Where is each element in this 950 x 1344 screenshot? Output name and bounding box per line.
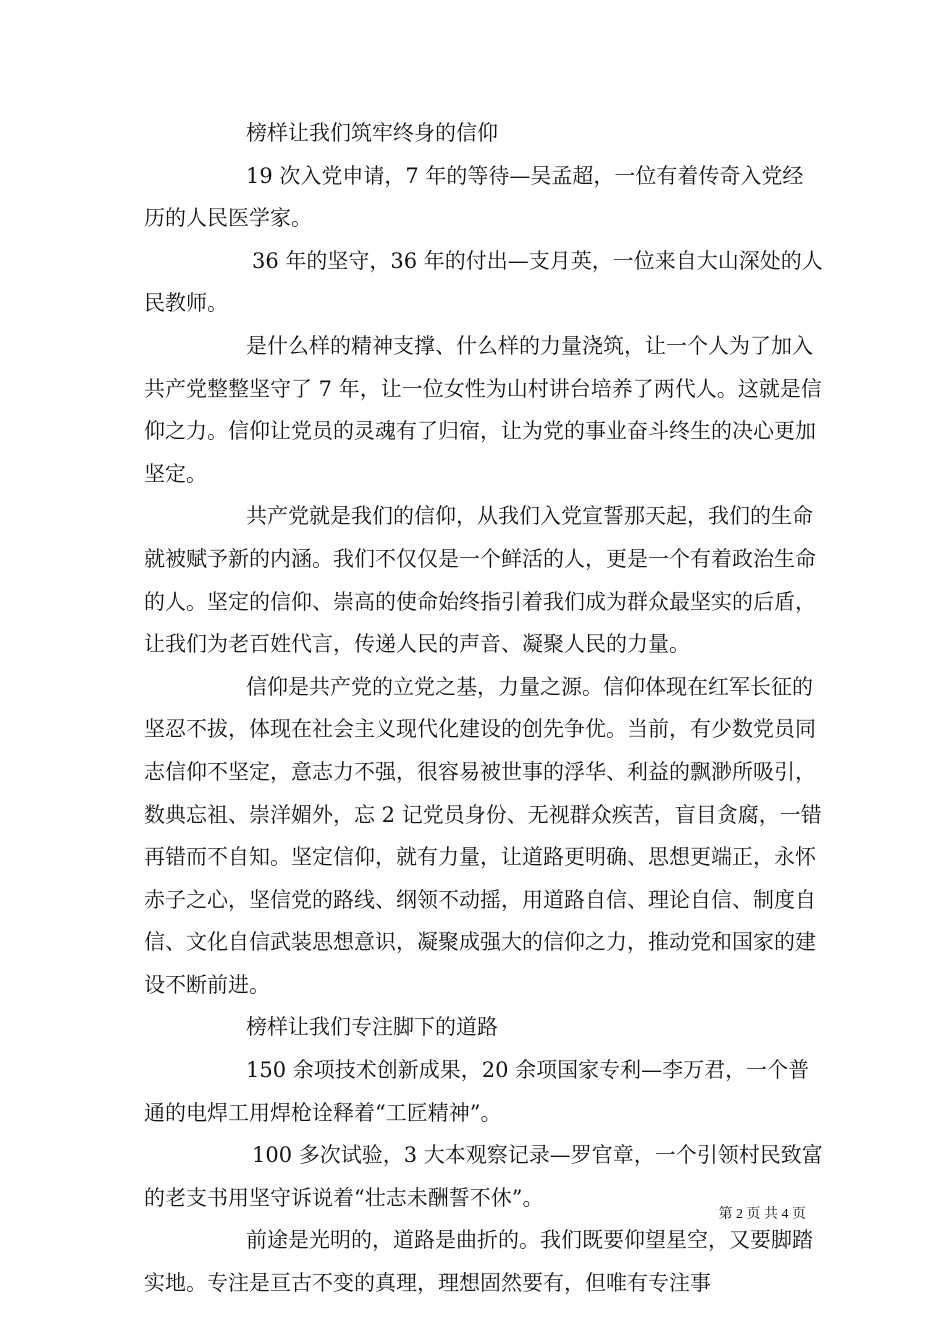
paragraph-li-wanjun: 150 余项技术创新成果，20 余项国家专利—李万君，一个普通的电焊工用焊枪诠释着“工匠精神”。	[144, 1058, 810, 1125]
section-heading-faith: 榜样让我们筑牢终身的信仰	[246, 121, 498, 145]
paragraph-faith-foundation: 信仰是共产党的立党之基，力量之源。信仰体现在红军长征的坚忍不拔，体现在社会主义现代化建设的创先争优。当前，有少数党员同志信仰不坚定，意志力不强，很容易被世事的浮华、利益的飘渺所吸引，数典忘祖、崇洋媚外，忘 2 记党员身份、无视群众疾苦，盲目贪腐，一错再错而不自知。坚定信仰，就有力量，让道路更明确、思想更端正，永怀赤子之心，坚信党的路线、纲领不动摇，用道路自信、理论自信、制度自信、文化自信武装思想意识，凝聚成强大的信仰之力，推动党和国家的建设不断前进。	[144, 674, 822, 997]
paragraph-party-faith: 共产党就是我们的信仰，从我们入党宣誓那天起，我们的生命就被赋予新的内涵。我们不仅仅是一个鲜活的人，更是一个有着政治生命的人。坚定的信仰、崇高的使命始终指引着我们成为群众最坚实的后盾，让我们为老百姓代言，传递人民的声音、凝聚人民的力量。	[144, 504, 816, 657]
paragraph-luo-guanzhang: 100 多次试验，3 大本观察记录—罗官章，一个引领村民致富的老支书用坚守诉说着“壮志未酬誓不休”。	[144, 1143, 823, 1210]
page-number-footer: 第 2 页 共 4 页	[718, 1207, 806, 1222]
section-heading-road: 榜样让我们专注脚下的道路	[246, 1015, 498, 1040]
paragraph-spirit: 是什么样的精神支撑、什么样的力量浇筑，让一个人为了加入共产党整整坚守了 7 年，让一位女性为山村讲台培养了两代人。这就是信仰之力。信仰让党员的灵魂有了归宿，让为党的事业奋斗终生的决心更加坚定。	[144, 333, 822, 486]
document-body	[144, 112, 824, 1305]
paragraph-road-ahead: 前途是光明的，道路是曲折的。我们既要仰望星空，又要脚踏实地。专注是亘古不变的真理，理想固然要有，但唯有专注事	[144, 1228, 813, 1296]
paragraph-zhi-yueying: 36 年的坚守，36 年的付出—支月英，一位来自大山深处的人民教师。	[144, 248, 823, 316]
paragraph-wu-mengchao: 19 次入党申请，7 年的等待—吴孟超，一位有着传奇入党经历的人民医学家。	[144, 163, 804, 231]
